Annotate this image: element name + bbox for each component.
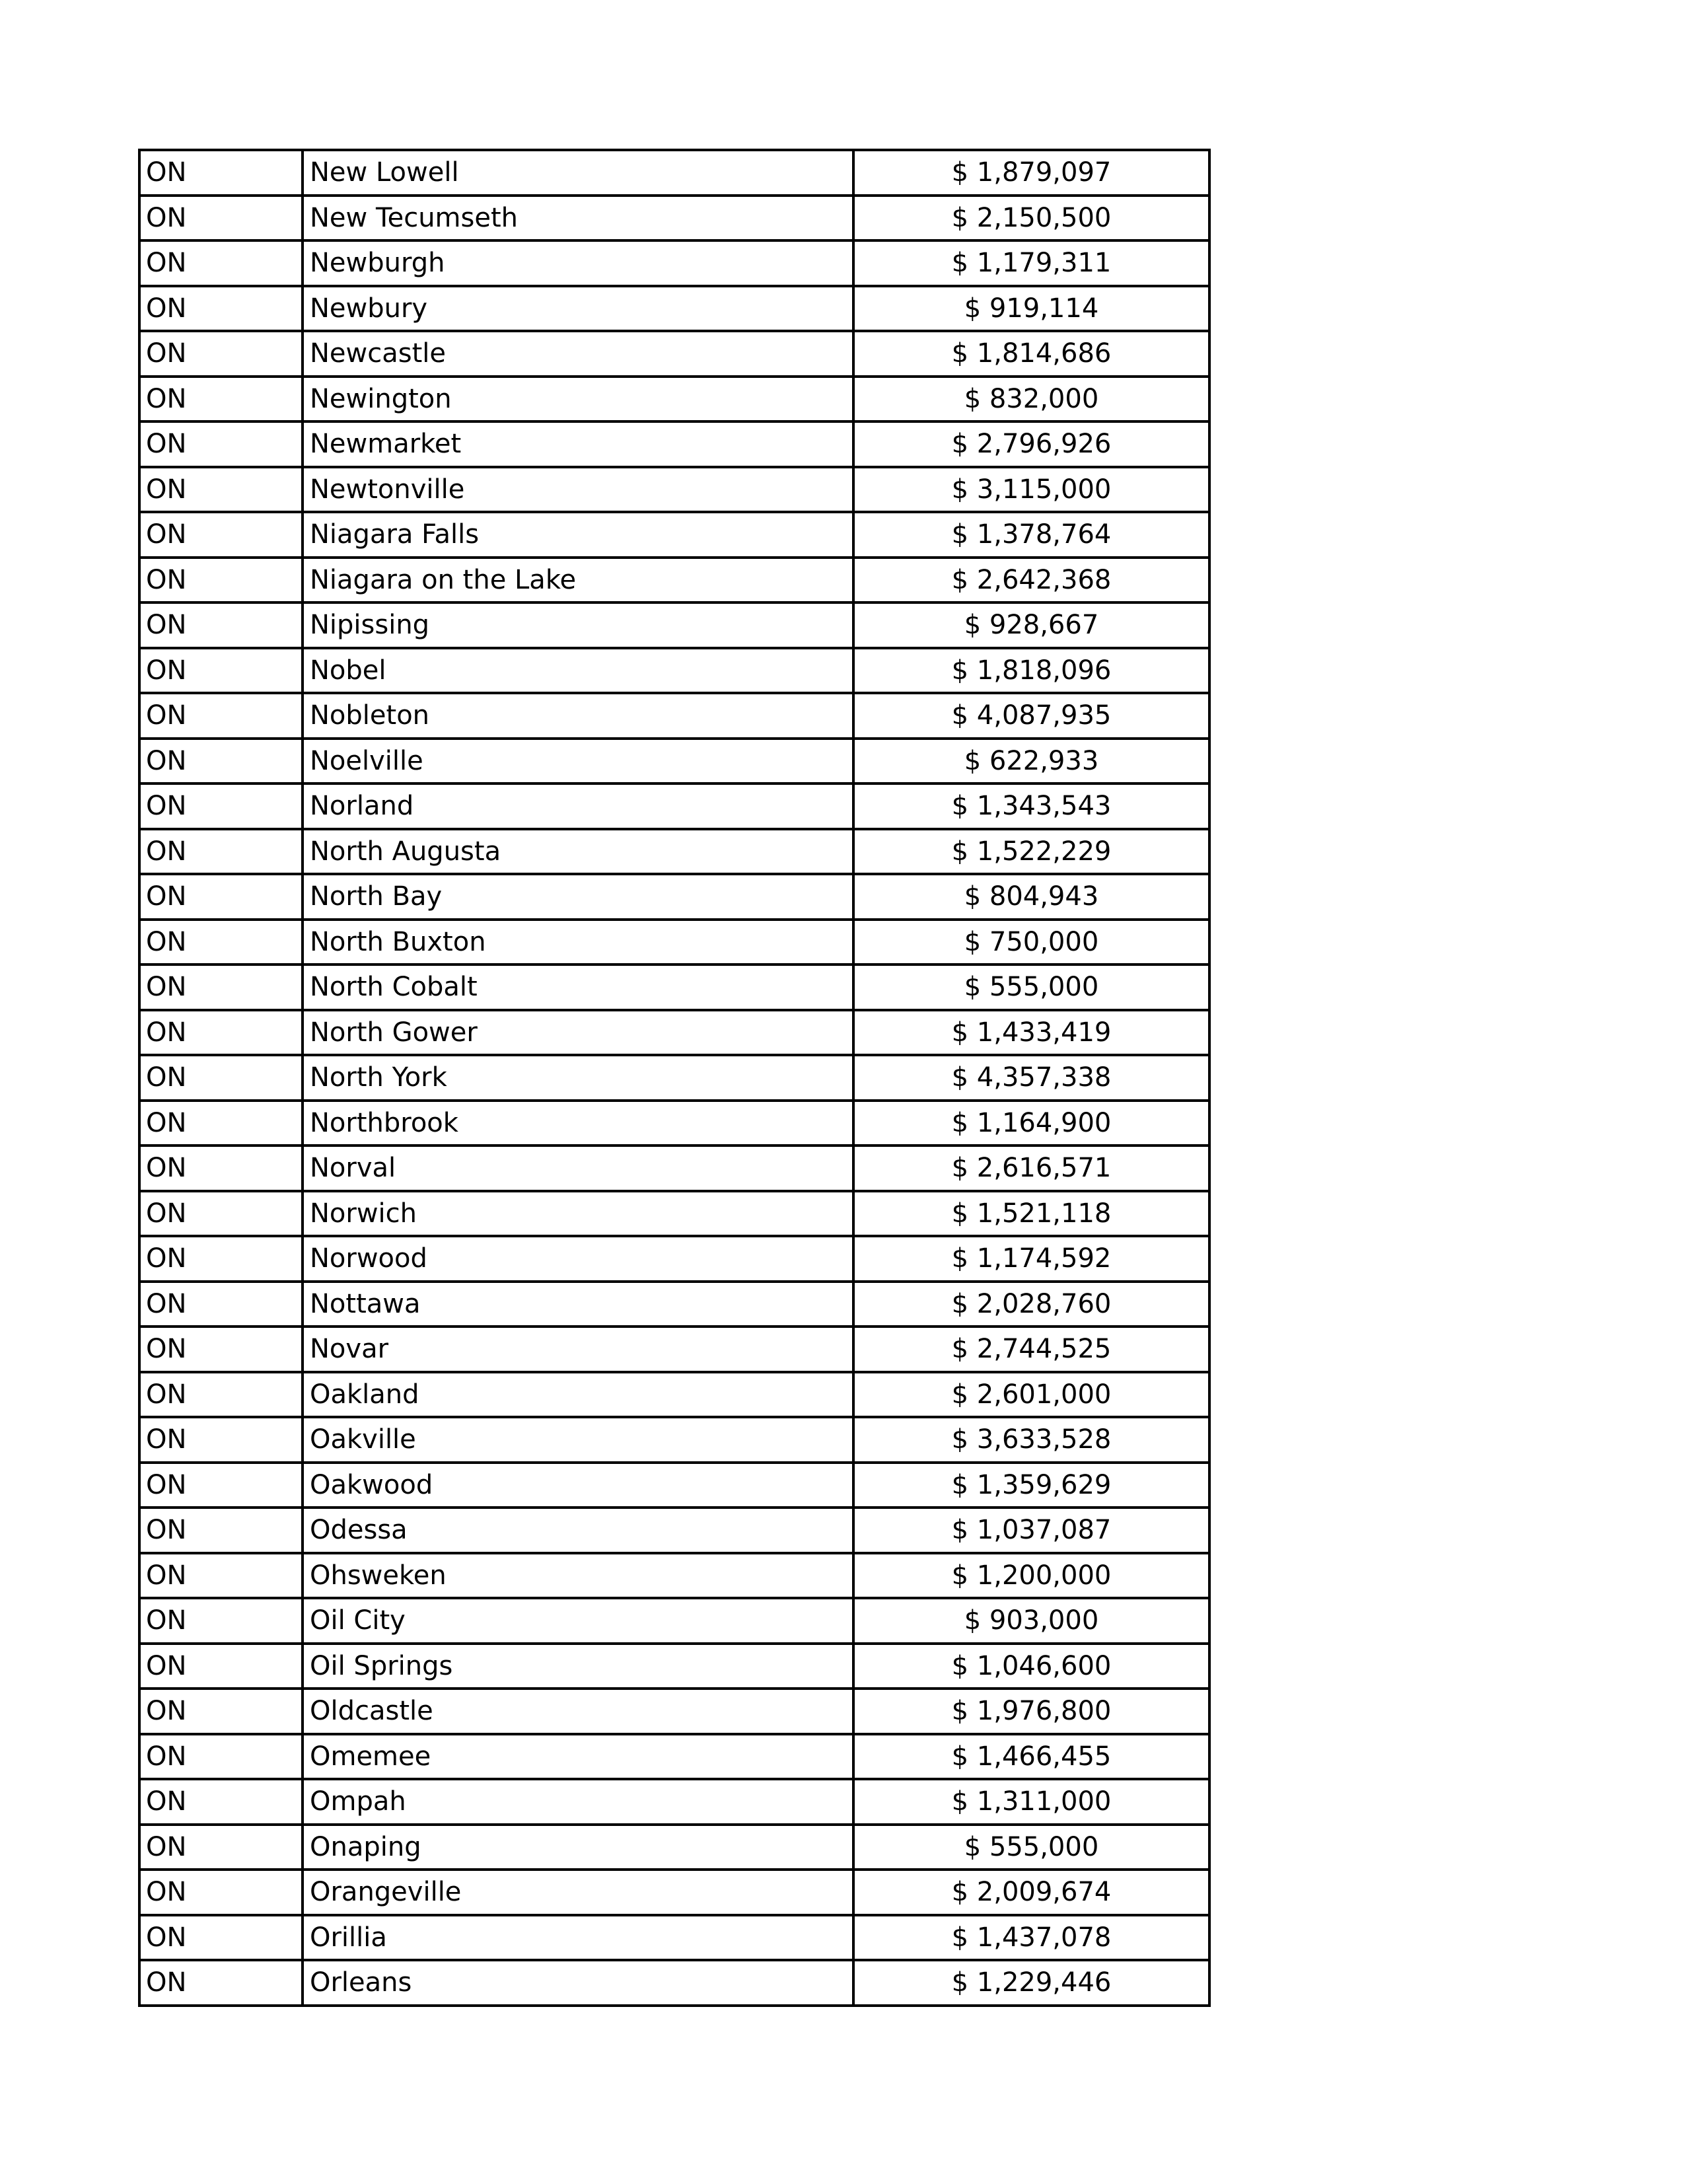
amount-cell: $ 1,046,600 <box>853 1644 1209 1689</box>
amount-cell: $ 1,879,097 <box>853 150 1209 196</box>
place-cell: Newmarket <box>303 421 853 467</box>
amount-cell: $ 2,616,571 <box>853 1146 1209 1191</box>
place-cell: Orangeville <box>303 1870 853 1915</box>
table-row <box>139 1915 1209 1961</box>
amount-cell: $ 1,522,229 <box>853 829 1209 875</box>
data-table <box>138 149 1211 2007</box>
table-row <box>139 1010 1209 1056</box>
table-row <box>139 1779 1209 1825</box>
amount-cell: $ 2,744,525 <box>853 1327 1209 1372</box>
place-cell: North Buxton <box>303 920 853 965</box>
province-cell: ON <box>139 1779 303 1825</box>
amount-cell: $ 804,943 <box>853 874 1209 920</box>
province-cell: ON <box>139 1236 303 1282</box>
province-cell: ON <box>139 1101 303 1146</box>
amount-cell: $ 4,357,338 <box>853 1055 1209 1101</box>
place-cell: Norwich <box>303 1191 853 1237</box>
province-cell: ON <box>139 1372 303 1418</box>
place-cell: Northbrook <box>303 1101 853 1146</box>
place-cell: Orleans <box>303 1960 853 2006</box>
place-cell: Norland <box>303 783 853 829</box>
place-cell: Newbury <box>303 286 853 332</box>
amount-cell: $ 2,601,000 <box>853 1372 1209 1418</box>
place-cell: Norwood <box>303 1236 853 1282</box>
amount-cell: $ 3,115,000 <box>853 467 1209 513</box>
province-cell: ON <box>139 377 303 422</box>
province-cell: ON <box>139 648 303 694</box>
place-cell: Nobel <box>303 648 853 694</box>
province-cell: ON <box>139 1282 303 1327</box>
place-cell: New Lowell <box>303 150 853 196</box>
amount-cell: $ 1,037,087 <box>853 1508 1209 1553</box>
amount-cell: $ 928,667 <box>853 602 1209 648</box>
table-row <box>139 1282 1209 1327</box>
amount-cell: $ 1,818,096 <box>853 648 1209 694</box>
place-cell: North Bay <box>303 874 853 920</box>
province-cell: ON <box>139 874 303 920</box>
province-cell: ON <box>139 965 303 1010</box>
place-cell: Niagara Falls <box>303 512 853 558</box>
amount-cell: $ 1,814,686 <box>853 331 1209 377</box>
place-cell: Oakville <box>303 1417 853 1463</box>
province-cell: ON <box>139 1825 303 1870</box>
province-cell: ON <box>139 1870 303 1915</box>
table-row <box>139 1236 1209 1282</box>
table-row <box>139 783 1209 829</box>
amount-cell: $ 4,087,935 <box>853 693 1209 739</box>
amount-cell: $ 1,311,000 <box>853 1779 1209 1825</box>
province-cell: ON <box>139 1010 303 1056</box>
amount-cell: $ 1,164,900 <box>853 1101 1209 1146</box>
place-cell: North York <box>303 1055 853 1101</box>
table-row <box>139 1101 1209 1146</box>
place-cell: Orillia <box>303 1915 853 1961</box>
province-cell: ON <box>139 421 303 467</box>
province-cell: ON <box>139 693 303 739</box>
place-cell: Omemee <box>303 1734 853 1780</box>
province-cell: ON <box>139 739 303 784</box>
province-cell: ON <box>139 1960 303 2006</box>
table-row <box>139 1508 1209 1553</box>
province-cell: ON <box>139 1644 303 1689</box>
place-cell: North Cobalt <box>303 965 853 1010</box>
place-cell: Nobleton <box>303 693 853 739</box>
amount-cell: $ 1,433,419 <box>853 1010 1209 1056</box>
place-cell: Newington <box>303 377 853 422</box>
province-cell: ON <box>139 1417 303 1463</box>
place-cell: Newcastle <box>303 331 853 377</box>
place-cell: Ompah <box>303 1779 853 1825</box>
province-cell: ON <box>139 920 303 965</box>
amount-cell: $ 3,633,528 <box>853 1417 1209 1463</box>
amount-cell: $ 1,359,629 <box>853 1463 1209 1508</box>
table-row <box>139 467 1209 513</box>
table-row <box>139 739 1209 784</box>
table-row <box>139 1598 1209 1644</box>
amount-cell: $ 1,179,311 <box>853 240 1209 286</box>
amount-cell: $ 1,343,543 <box>853 783 1209 829</box>
place-cell: Norval <box>303 1146 853 1191</box>
province-cell: ON <box>139 1598 303 1644</box>
table-row <box>139 648 1209 694</box>
place-cell: Nipissing <box>303 602 853 648</box>
table-row <box>139 558 1209 603</box>
amount-cell: $ 1,378,764 <box>853 512 1209 558</box>
table-row <box>139 1191 1209 1237</box>
province-cell: ON <box>139 331 303 377</box>
place-cell: Noelville <box>303 739 853 784</box>
place-cell: Oakwood <box>303 1463 853 1508</box>
table-row <box>139 693 1209 739</box>
table-row <box>139 331 1209 377</box>
table-row <box>139 286 1209 332</box>
province-cell: ON <box>139 558 303 603</box>
province-cell: ON <box>139 1055 303 1101</box>
amount-cell: $ 2,009,674 <box>853 1870 1209 1915</box>
amount-cell: $ 919,114 <box>853 286 1209 332</box>
province-cell: ON <box>139 240 303 286</box>
amount-cell: $ 1,521,118 <box>853 1191 1209 1237</box>
table-row <box>139 1825 1209 1870</box>
place-cell: Onaping <box>303 1825 853 1870</box>
amount-cell: $ 832,000 <box>853 377 1209 422</box>
table-row <box>139 965 1209 1010</box>
table-row <box>139 377 1209 422</box>
table-row <box>139 920 1209 965</box>
table-row <box>139 240 1209 286</box>
table-body <box>139 150 1209 2006</box>
table-row <box>139 150 1209 196</box>
table-row <box>139 421 1209 467</box>
province-cell: ON <box>139 1508 303 1553</box>
amount-cell: $ 1,229,446 <box>853 1960 1209 2006</box>
province-cell: ON <box>139 1553 303 1599</box>
place-cell: Oil Springs <box>303 1644 853 1689</box>
place-cell: Oil City <box>303 1598 853 1644</box>
table-row <box>139 512 1209 558</box>
table-row <box>139 1553 1209 1599</box>
table-row <box>139 1644 1209 1689</box>
province-cell: ON <box>139 1463 303 1508</box>
amount-cell: $ 2,796,926 <box>853 421 1209 467</box>
province-cell: ON <box>139 467 303 513</box>
place-cell: Oldcastle <box>303 1689 853 1734</box>
amount-cell: $ 750,000 <box>853 920 1209 965</box>
table-row <box>139 1372 1209 1418</box>
place-cell: Ohsweken <box>303 1553 853 1599</box>
place-cell: Novar <box>303 1327 853 1372</box>
amount-cell: $ 555,000 <box>853 1825 1209 1870</box>
province-cell: ON <box>139 829 303 875</box>
place-cell: Newtonville <box>303 467 853 513</box>
amount-cell: $ 2,028,760 <box>853 1282 1209 1327</box>
province-cell: ON <box>139 602 303 648</box>
table-row <box>139 1689 1209 1734</box>
province-cell: ON <box>139 286 303 332</box>
province-cell: ON <box>139 1689 303 1734</box>
province-cell: ON <box>139 150 303 196</box>
place-cell: Oakland <box>303 1372 853 1418</box>
table-row <box>139 874 1209 920</box>
province-cell: ON <box>139 512 303 558</box>
amount-cell: $ 555,000 <box>853 965 1209 1010</box>
amount-cell: $ 1,200,000 <box>853 1553 1209 1599</box>
province-cell: ON <box>139 1146 303 1191</box>
table-row <box>139 1055 1209 1101</box>
table-row <box>139 829 1209 875</box>
amount-cell: $ 903,000 <box>853 1598 1209 1644</box>
place-cell: Niagara on the Lake <box>303 558 853 603</box>
table-row <box>139 602 1209 648</box>
amount-cell: $ 1,437,078 <box>853 1915 1209 1961</box>
amount-cell: $ 1,466,455 <box>853 1734 1209 1780</box>
province-cell: ON <box>139 1915 303 1961</box>
place-cell: North Gower <box>303 1010 853 1056</box>
province-cell: ON <box>139 783 303 829</box>
province-cell: ON <box>139 1734 303 1780</box>
table-row <box>139 1417 1209 1463</box>
place-cell: New Tecumseth <box>303 196 853 241</box>
place-cell: North Augusta <box>303 829 853 875</box>
table-row <box>139 196 1209 241</box>
amount-cell: $ 622,933 <box>853 739 1209 784</box>
table-row <box>139 1146 1209 1191</box>
table-row <box>139 1870 1209 1915</box>
table-row <box>139 1960 1209 2006</box>
place-cell: Odessa <box>303 1508 853 1553</box>
amount-cell: $ 2,642,368 <box>853 558 1209 603</box>
table-row <box>139 1327 1209 1372</box>
amount-cell: $ 1,174,592 <box>853 1236 1209 1282</box>
province-cell: ON <box>139 196 303 241</box>
place-cell: Nottawa <box>303 1282 853 1327</box>
place-cell: Newburgh <box>303 240 853 286</box>
table-row <box>139 1734 1209 1780</box>
province-cell: ON <box>139 1191 303 1237</box>
province-cell: ON <box>139 1327 303 1372</box>
table-row <box>139 1463 1209 1508</box>
amount-cell: $ 2,150,500 <box>853 196 1209 241</box>
amount-cell: $ 1,976,800 <box>853 1689 1209 1734</box>
